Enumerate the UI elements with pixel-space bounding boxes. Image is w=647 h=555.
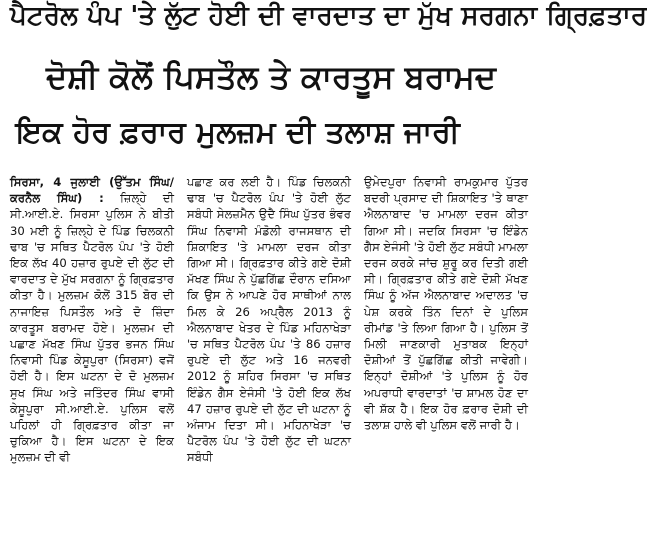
article-text-col2: ਪਛਾਣ ਕਰ ਲਈ ਹੈ। ਪਿੰਡ ਚਿਲਕਨੀ ਢਾਬ 'ਚ ਪੈਟਰੋਲ ਪੰਪ 'ਤੇ ਹੋਈ ਲੁੱਟ ਸਬੰਧੀ ਸੇਲਜ਼ਮੈਨ ਉਦੈ ਸਿੰਘ ਪੁੱਤਰ ਭੰਵਰ ਸਿੰਘ ਨਿਵਾਸੀ ਮੰਡੋਲੀ ਰਾਜਸਥਾਨ ਦੀ ਸ਼ਿਕਾਇਤ 'ਤੇ ਮਾਮਲਾ ਦਰਜ ਕੀਤਾ ਗਿਆ ਸੀ। ਗ੍ਰਿਫ਼ਤਾਰ ਕੀਤੇ ਗਏ ਦੋਸ਼ੀ ਮੱਖਣ ਸਿੰਘ ਨੇ ਪੁੱਛਗਿੱਛ ਦੌਰਾਨ ਦਸਿਆ ਕਿ ਉਸ ਨੇ ਆਪਣੇ ਹੋਰ ਸਾਥੀਆਂ ਨਾਲ ਮਿਲ ਕੇ 26 ਅਪ੍ਰੈਲ 2013 ਨੂੰ ਐਲਨਾਬਾਦ ਖੇਤਰ ਦੇ ਪਿੰਡ ਮਹਿਨਾਖੇੜਾ 'ਚ ਸਥਿਤ ਪੈਟਰੋਲ ਪੰਪ 'ਤੇ 86 ਹਜ਼ਾਰ ਰੁਪਏ ਦੀ ਲੁੱਟ ਅਤੇ 16 ਜਨਵਰੀ 2012 ਨੂੰ ਸ਼ਹਿਰ ਸਿਰਸਾ 'ਚ ਸਥਿਤ ਇੰਡੇਨ ਗੈਸ ਏਜੰਸੀ 'ਤੇ ਹੋਈ ਇਕ ਲੱਖ 47 ਹਜ਼ਾਰ ਰੁਪਏ ਦੀ ਲੁੱਟ ਦੀ ਘਟਨਾ ਨੂੰ ਅੰਜਾਮ ਦਿਤਾ ਸੀ। ਮਹਿਨਾਖੇੜਾ 'ਚ ਪੈਟਰੋਲ ਪੰਪ 'ਤੇ ਹੋਈ ਲੁੱਟ ਦੀ ਘਟਨਾ ਸਬੰਧੀ — [187, 175, 351, 465]
article-text-col3: ਉਮੇਦਪੁਰਾ ਨਿਵਾਸੀ ਰਾਮਕੁਮਾਰ ਪੁੱਤਰ ਬਦਰੀ ਪ੍ਰਸਾਦ ਦੀ ਸ਼ਿਕਾਇਤ 'ਤੇ ਥਾਣਾ ਐਲਨਾਬਾਦ 'ਚ ਮਾਮਲਾ ਦਰਜ ਕੀਤਾ ਗਿਆ ਸੀ। ਜਦਕਿ ਸਿਰਸਾ 'ਚ ਇੰਡੇਨ ਗੈਸ ਏਜੰਸੀ 'ਤੇ ਹੋਈ ਲੁੱਟ ਸਬੰਧੀ ਮਾਮਲਾ ਦਰਜ ਕਰਕੇ ਜਾਂਚ ਸ਼ੁਰੂ ਕਰ ਦਿਤੀ ਗਈ ਸੀ। ਗ੍ਰਿਫ਼ਤਾਰ ਕੀਤੇ ਗਏ ਦੋਸ਼ੀ ਮੱਖਣ ਸਿੰਘ ਨੂੰ ਅੱਜ ਐਲਨਾਬਾਦ ਅਦਾਲਤ 'ਚ ਪੇਸ਼ ਕਰਕੇ ਤਿੰਨ ਦਿਨਾਂ ਦੇ ਪੁਲਿਸ ਰੀਮਾਂਡ 'ਤੇ ਲਿਆ ਗਿਆ ਹੈ। ਪੁਲਿਸ ਤੋਂ ਮਿਲੀ ਜਾਣਕਾਰੀ ਮੁਤਾਬਕ ਇਨ੍ਹਾਂ ਦੋਸ਼ੀਆਂ ਤੋਂ ਪੁੱਛਗਿੱਛ ਕੀਤੀ ਜਾਵੇਗੀ। ਇਨ੍ਹਾਂ ਦੋਸ਼ੀਆਂ 'ਤੇ ਪੁਲਿਸ ਨੂੰ ਹੋਰ ਅਪਰਾਧੀ ਵਾਰਦਾਤਾਂ 'ਚ ਸ਼ਾਮਲ ਹੋਣ ਦਾ ਵੀ ਸ਼ੱਕ ਹੈ। ਇਕ ਹੋਰ ਫ਼ਰਾਰ ਦੋਸ਼ੀ ਦੀ ਤਲਾਸ਼ ਹਾਲੇ ਵੀ ਪੁਲਿਸ ਵਲੋਂ ਜਾਰੀ ਹੈ। — [364, 175, 528, 433]
article-text-col1: ਜ਼ਿਲ੍ਹੇ ਦੀ ਸੀ.ਆਈ.ਏ. ਸਿਰਸਾ ਪੁਲਿਸ ਨੇ ਬੀਤੀ 30 ਮਈ ਨੂੰ ਜ਼ਿਲ੍ਹੇ ਦੇ ਪਿੰਡ ਚਿਲਕਨੀ ਢਾਬ 'ਚ ਸਥਿਤ ਪੈਟਰੋਲ ਪੰਪ 'ਤੇ ਹੋਈ ਇਕ ਲੱਖ 40 ਹਜ਼ਾਰ ਰੁਪਏ ਦੀ ਲੁੱਟ ਦੀ ਵਾਰਦਾਤ ਦੇ ਮੁੱਖ ਸਰਗਨਾ ਨੂੰ ਗ੍ਰਿਫ਼ਤਾਰ ਕੀਤਾ ਹੈ। ਮੁਲਜ਼ਮ ਕੋਲੋਂ 315 ਬੋਰ ਦੀ ਨਾਜਾਇਜ਼ ਪਿਸਤੌਲ ਅਤੇ ਦੋ ਜ਼ਿੰਦਾ ਕਾਰਤੂਸ ਬਰਾਮਦ ਹੋਏ। ਮੁਲਜ਼ਮ ਦੀ ਪਛਾਣ ਮੱਖਣ ਸਿੰਘ ਪੁੱਤਰ ਭਜਨ ਸਿੰਘ ਨਿਵਾਸੀ ਪਿੰਡ ਕੇਸੂਪੁਰਾ (ਸਿਰਸਾ) ਵਜੋਂ ਹੋਈ ਹੈ। ਇਸ ਘਟਨਾ ਦੇ ਦੋ ਮੁਲਜ਼ਮ ਸੁਖ ਸਿੰਘ ਅਤੇ ਜਤਿੰਦਰ ਸਿੰਘ ਵਾਸੀ ਕੇਸੂਪੁਰਾ ਸੀ.ਆਈ.ਏ. ਪੁਲਿਸ ਵਲੋਂ ਪਹਿਲਾਂ ਹੀ ਗ੍ਰਿਫ਼ਤਾਰ ਕੀਤਾ ਜਾ ਚੁਕਿਆ ਹੈ। ਇਸ ਘਟਨਾ ਦੇ ਇਕ ਮੁਲਜ਼ਮ ਦੀ ਵੀ — [10, 191, 174, 465]
sub-headline-2: ਇਕ ਹੋਰ ਫ਼ਰਾਰ ਮੁਲਜ਼ਮ ਦੀ ਤਲਾਸ਼ ਜਾਰੀ — [16, 115, 460, 150]
article-column-1 — [10, 174, 174, 514]
sub-headline-1: ਦੋਸ਼ੀ ਕੋਲੋਂ ਪਿਸਤੌਲ ਤੇ ਕਾਰਤੂਸ ਬਰਾਮਦ — [46, 58, 496, 96]
main-headline: ਪੈਟਰੋਲ ਪੰਪ 'ਤੇ ਲੁੱਟ ਹੋਈ ਦੀ ਵਾਰਦਾਤ ਦਾ ਮੁੱਖ ਸਰਗਨਾ ਗ੍ਰਿਫ਼ਤਾਰ — [10, 1, 647, 31]
article-column-2 — [187, 174, 351, 514]
article-dateline: ਸਿਰਸਾ, 4 ਜੁਲਾਈ (ਉੱਤਮ ਸਿੰਘ/ਕਰਨੈਲ ਸਿੰਘ) : — [10, 175, 174, 206]
article-column-3 — [364, 174, 528, 514]
article-columns — [10, 174, 528, 514]
